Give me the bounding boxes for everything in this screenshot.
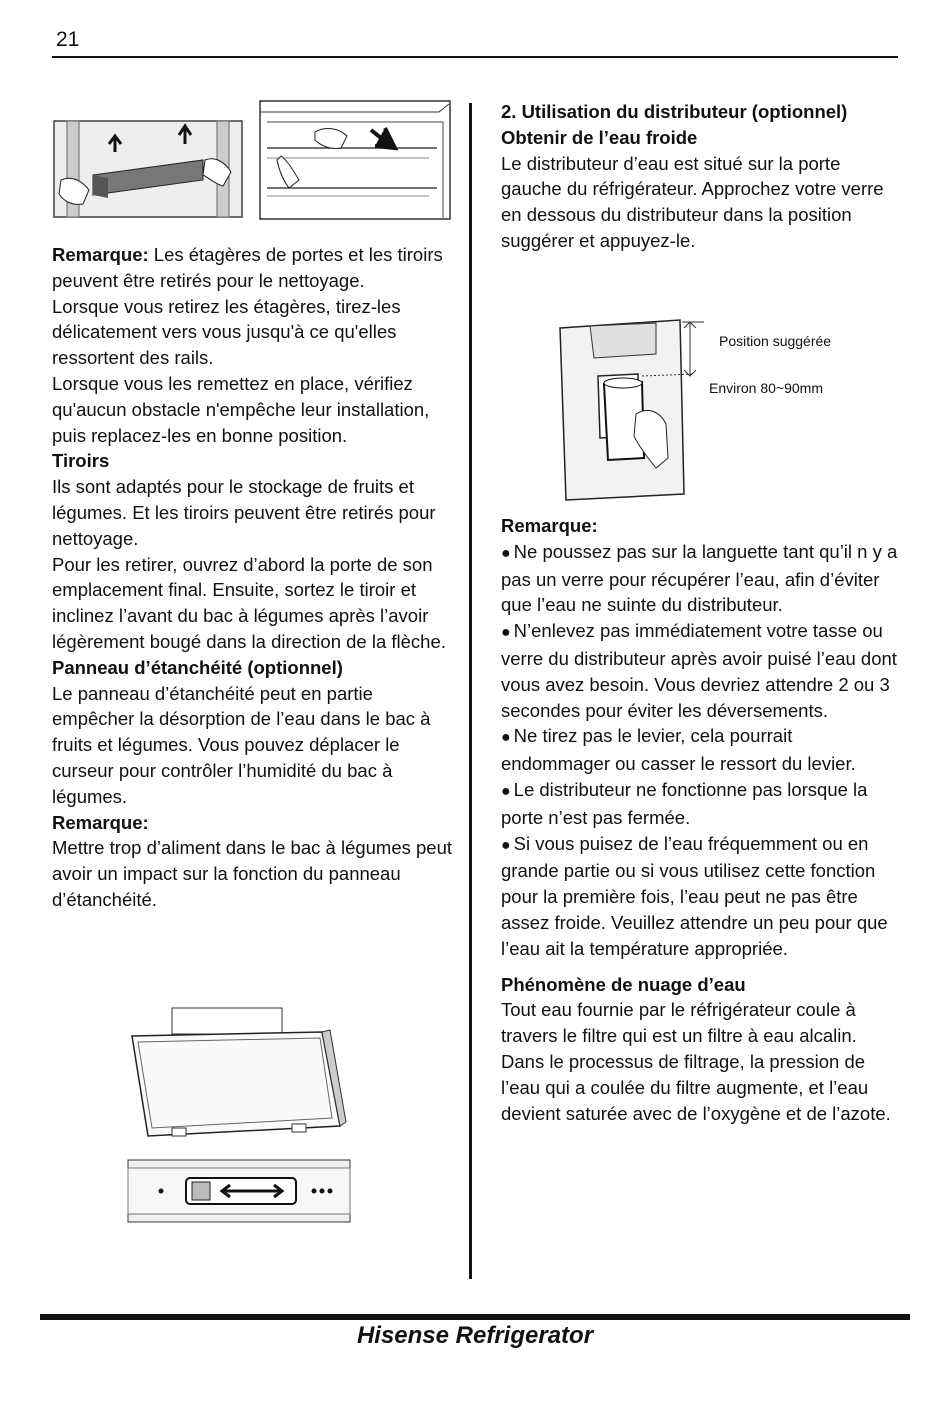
remark-label: Remarque: [52, 244, 149, 265]
bullet-text: Ne poussez pas sur la languette tant qu’il n y a pas un verre pour récupérer l’eau, afin d’éviter que l’eau ne suinte du distributeur. [501, 540, 898, 616]
bullet-text: Le distributeur ne fonctionne pas lorsque la porte n’est pas fermée. [501, 778, 868, 828]
paragraph-replace-shelves: Lorsque vous les remettez en place, vérifiez qu'aucun obstacle n'empêche leur installation, puis replacez-les en bonne position. [52, 372, 430, 446]
water-cloud-paragraph: Tout eau fournie par le réfrigérateur coule à travers le filtre qui est un filtre à eau alcalin. Dans le processus de filtrage, la pression de l’eau qui a coulée du filtre augmente, et l’eau devient saturée avec de l’oxygène et de l’azote. [501, 999, 891, 1124]
right-column-remarks [501, 513, 901, 1126]
seal-panel-paragraph: Le panneau d’étanchéité peut en partie empêcher la désorption de l’eau dans le bac à fruits et légumes. Vous pouvez déplacer le curseur pour contrôler l’humidité du bac à légumes. [52, 682, 431, 807]
door-shelf-removal-figure [53, 120, 243, 218]
bullet-item [501, 777, 901, 831]
figure-label-distance: Environ 80~90mm [709, 380, 824, 396]
bullet-item [501, 539, 901, 618]
footer-brand: Hisense Refrigerator [356, 1322, 594, 1349]
drawers-heading: Tiroirs [52, 450, 110, 472]
right-column-top-text [501, 99, 901, 254]
column-divider [469, 103, 472, 1279]
bullet-icon: ● [501, 729, 511, 747]
bullet-item [501, 723, 901, 777]
cold-water-paragraph: Le distributeur d’eau est situé sur la porte gauche du réfrigérateur. Approchez votre verre en dessous du distributeur dans la position suggérer et appuyez-le. [501, 152, 884, 251]
remark-text: Les étagères de portes et les tiroirs peuvent être retirés pour le nettoyage. [52, 244, 443, 291]
dispenser-heading: 2. Utilisation du distributeur (optionnel) [501, 101, 848, 122]
footer-rule [40, 1314, 910, 1320]
bullet-icon: ● [501, 782, 511, 800]
water-dispenser-figure [556, 318, 706, 502]
water-cloud-heading: Phénomène de nuage d’eau [501, 973, 746, 995]
bullet-item [501, 618, 901, 723]
cold-water-heading: Obtenir de l’eau froide [501, 126, 698, 148]
humidity-slider-figure [126, 1158, 352, 1224]
remark-overload-paragraph: Mettre trop d’aliment dans le bac à légumes peut avoir un impact sur la fonction du panneau d’étanchéité. [52, 837, 453, 910]
crisper-seal-panel-figure [126, 1006, 358, 1146]
bullet-icon: ● [501, 836, 511, 854]
header-rule [52, 56, 898, 58]
shelf-pull-out-figure [259, 100, 451, 220]
page-number: 21 [56, 28, 80, 51]
figure-label-position: Position suggérée [719, 333, 832, 349]
drawers-paragraph-1: Ils sont adaptés pour le stockage de fruits et légumes. Et les tiroirs peuvent être retirés pour nettoyage. [52, 476, 436, 549]
bullet-icon: ● [501, 624, 511, 642]
bullet-text: N’enlevez pas immédiatement votre tasse ou verre du distributeur après avoir puisé l’eau dont vous avez besoin. Vous devriez attendre 2 ou 3 secondes pour éviter les déversements. [501, 620, 897, 721]
drawers-paragraph-2: Pour les retirer, ouvrez d’abord la porte de son emplacement final. Ensuite, sortez le tiroir et inclinez l’avant du bac à légumes après l’avoir légèrement bougé dans la direction de la flèche. [52, 553, 446, 652]
remark-label: Remarque: [52, 811, 149, 833]
remark-label: Remarque: [501, 515, 598, 536]
left-column-text [52, 242, 457, 913]
bullet-text: Si vous puisez de l’eau fréquemment ou en grande partie ou si vous utilisez cette fonction pour la première fois, l’eau peut ne pas être assez froide. Veuillez attendre un peu pour que l’eau ait la température appropriée. [501, 832, 888, 959]
seal-panel-heading: Panneau d’étanchéité (optionnel) [52, 656, 343, 678]
remark-shelves [52, 242, 457, 294]
bullet-item [501, 831, 901, 962]
bullet-text: Ne tirez pas le levier, cela pourrait endommager ou casser le ressort du levier. [501, 725, 856, 775]
bullet-icon: ● [501, 544, 511, 562]
low-humidity-icon [159, 1189, 164, 1194]
paragraph-remove-shelves: Lorsque vous retirez les étagères, tirez-les délicatement vers vous jusqu'à ce qu'elles ressortent des rails. [52, 295, 401, 369]
